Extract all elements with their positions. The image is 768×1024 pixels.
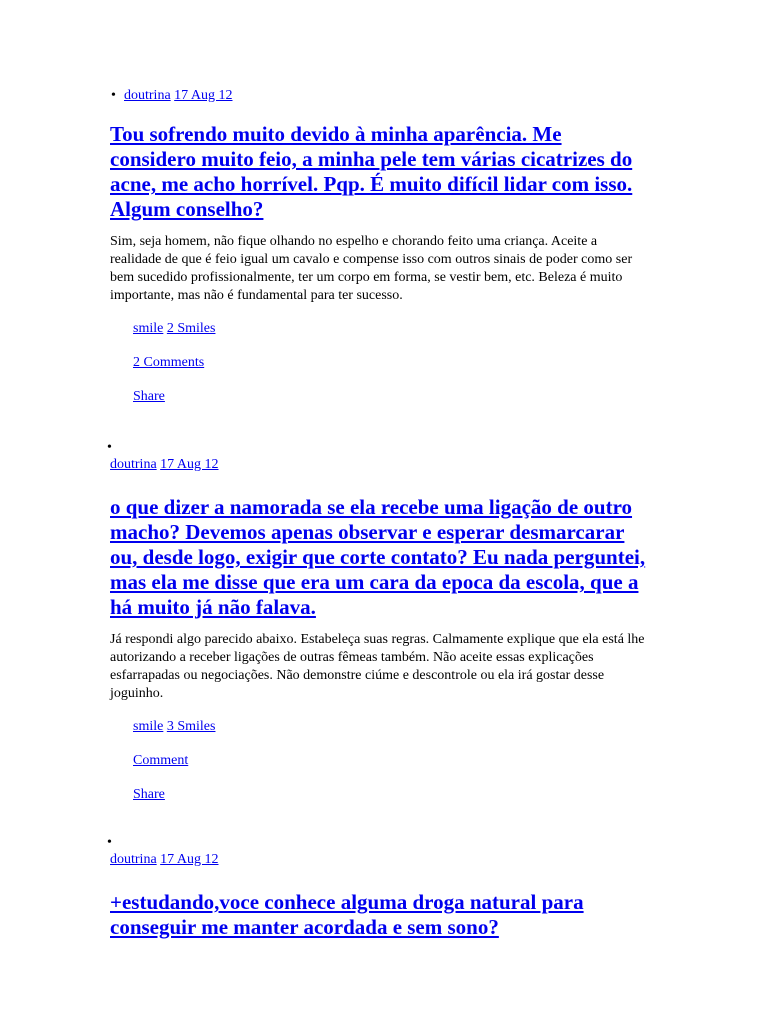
smile-link[interactable]: smile [133,719,164,734]
post-1 [110,88,650,423]
post-2 [107,440,650,821]
date-link[interactable]: 17 Aug 12 [160,457,219,472]
share-row [133,787,650,821]
smiles-row [133,321,650,355]
post-title [110,890,650,940]
smile-link[interactable]: smile [133,321,164,336]
post-meta [110,457,650,473]
bullet: • [111,88,116,103]
author-link[interactable]: doutrina [110,457,157,472]
smiles-row [133,719,650,753]
comments-row [133,355,650,389]
post-actions [133,719,650,821]
post-answer: Sim, seja homem, não fique olhando no espelho e chorando feito uma criança. Aceite a realidade de que é feio igual um cavalo e compense isso com outros sinais de poder como ser bem sucedido profissionalmente, ter um corpo em forma, se vestir bem, etc. Beleza é muito importante, mas não é fundamental para ter sucesso. [110,234,633,303]
post-answer: Já respondi algo parecido abaixo. Estabeleça suas regras. Calmamente explique que ela está lhe autorizando a receber ligações de outras fêmeas também. Não aceite essas explicações esfarrapadas ou negociações. Não demonstre ciúme e descontrole ou ela irá gostar desse joguinho. [110,632,645,701]
post-title [110,495,650,620]
comments-row [133,753,650,787]
share-row [133,389,650,423]
smiles-count-link[interactable]: 2 Smiles [166,321,216,336]
date-link[interactable]: 17 Aug 12 [160,852,219,867]
post-title-link[interactable]: +estudando,voce conhece alguma droga natural para conseguir me manter acordada e sem sono? [110,890,584,939]
post-3 [107,835,650,940]
post-title-link[interactable]: o que dizer a namorada se ela recebe uma ligação de outro macho? Devemos apenas observar e esperar desmarcarar ou, desde logo, exigir que corte contato? Eu nada perguntei, mas ela me disse que era um cara da epoca da escola, que a há muito já não falava. [110,495,646,619]
post-meta [110,852,650,868]
date-link[interactable]: 17 Aug 12 [174,88,233,103]
comments-link[interactable]: 2 Comments [133,355,205,370]
author-link[interactable]: doutrina [124,88,171,103]
bullet: • [107,440,112,455]
author-link[interactable]: doutrina [110,852,157,867]
post-title-link[interactable]: Tou sofrendo muito devido à minha aparência. Me considero muito feio, a minha pele tem várias cicatrizes do acne, me acho horrível. Pqp. É muito difícil lidar com isso. Algum conselho? [110,122,633,221]
bullet: • [107,835,112,850]
share-link[interactable]: Share [133,389,165,404]
post-actions [133,321,650,423]
share-link[interactable]: Share [133,787,165,802]
post-meta [111,88,664,104]
post-title [110,122,650,222]
smiles-count-link[interactable]: 3 Smiles [166,719,216,734]
comments-link[interactable]: Comment [133,753,189,768]
